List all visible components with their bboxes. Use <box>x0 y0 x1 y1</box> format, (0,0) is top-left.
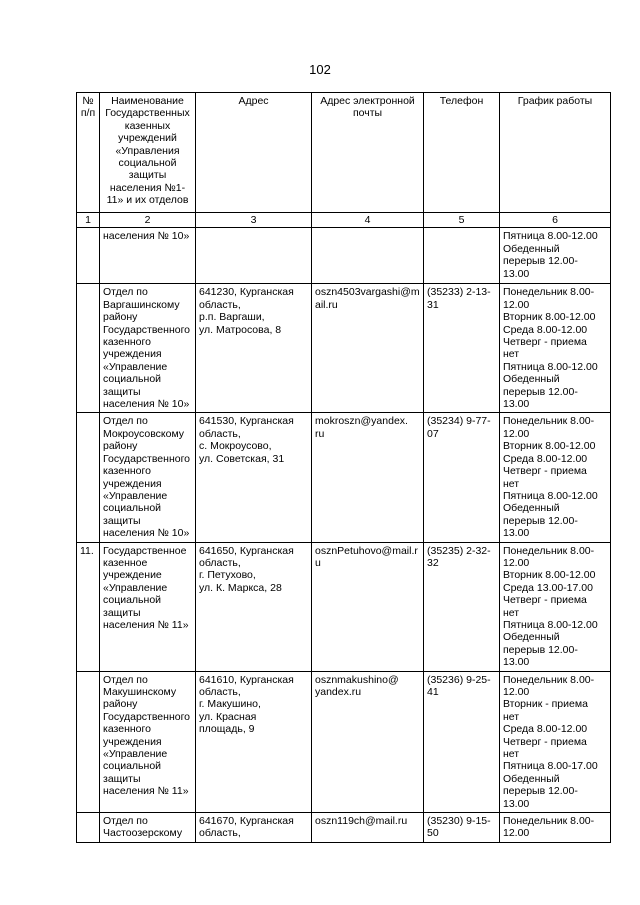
institution-address: 641230, Курганская область, р.п. Варгаши, ул. Матросова, 8 <box>196 284 312 413</box>
work-schedule: Понедельник 8.00- 12.00 Вторник 8.00-12.00 Среда 8.00-12.00 Четверг - приема нет Пятница 8.00-12.00 Обеденный перерыв 12.00- 13.00 <box>500 413 611 542</box>
page-number: 102 <box>309 62 331 77</box>
institution-phone <box>424 228 500 284</box>
column-number: 4 <box>312 213 424 228</box>
institution-phone: (35235) 2-32- 32 <box>424 542 500 671</box>
institution-name: Отдел по Мокроусовскому району Государственного казенного учреждения «Управление социальной защиты населения № 10» <box>100 413 196 542</box>
institution-name: Отдел по Макушинскому району Государственного казенного учреждения «Управление социальной защиты населения № 11» <box>100 671 196 812</box>
row-number <box>77 671 100 812</box>
institution-name: Государственное казенное учреждение «Управление социальной защиты населения № 11» <box>100 542 196 671</box>
work-schedule: Понедельник 8.00- 12.00 <box>500 813 611 843</box>
work-schedule: Пятница 8.00-12.00 Обеденный перерыв 12.00- 13.00 <box>500 228 611 284</box>
table-row <box>77 542 611 671</box>
table-row <box>77 813 611 843</box>
column-number: 5 <box>424 213 500 228</box>
work-schedule: Понедельник 8.00- 12.00 Вторник 8.00-12.00 Среда 8.00-12.00 Четверг - приема нет Пятница 8.00-12.00 Обеденный перерыв 12.00- 13.00 <box>500 284 611 413</box>
header-schedule: График работы <box>500 93 611 213</box>
institution-phone: (35236) 9-25- 41 <box>424 671 500 812</box>
institution-email: oszn119ch@mail.ru <box>312 813 424 843</box>
institution-name: населения № 10» <box>100 228 196 284</box>
table-row <box>77 228 611 284</box>
row-number <box>77 813 100 843</box>
institution-address: 641670, Курганская область, <box>196 813 312 843</box>
column-numbers-row <box>77 213 611 228</box>
institution-name: Отдел по Частоозерскому <box>100 813 196 843</box>
institution-email: oszn4503vargashi@m ail.ru <box>312 284 424 413</box>
column-number: 3 <box>196 213 312 228</box>
row-number: 11. <box>77 542 100 671</box>
table-row <box>77 671 611 812</box>
header-email: Адрес электронной почты <box>312 93 424 213</box>
column-number: 1 <box>77 213 100 228</box>
column-number: 6 <box>500 213 611 228</box>
column-number: 2 <box>100 213 196 228</box>
institution-phone: (35230) 9-15- 50 <box>424 813 500 843</box>
institution-name: Отдел по Варгашинскому району Государственного казенного учреждения «Управление социальной защиты населения № 10» <box>100 284 196 413</box>
table-row <box>77 413 611 542</box>
row-number <box>77 284 100 413</box>
work-schedule: Понедельник 8.00- 12.00 Вторник 8.00-12.00 Среда 13.00-17.00 Четверг - приема нет Пятница 8.00-12.00 Обеденный перерыв 12.00- 13.00 <box>500 542 611 671</box>
header-row <box>77 93 611 213</box>
institution-phone: (35234) 9-77- 07 <box>424 413 500 542</box>
row-number <box>77 228 100 284</box>
table-row <box>77 284 611 413</box>
institution-address: 641650, Курганская область, г. Петухово, ул. К. Маркса, 28 <box>196 542 312 671</box>
institution-email <box>312 228 424 284</box>
institution-address: 641610, Курганская область, г. Макушино, ул. Красная площадь, 9 <box>196 671 312 812</box>
institution-email: osznPetuhovo@mail.r u <box>312 542 424 671</box>
row-number <box>77 413 100 542</box>
institution-phone: (35233) 2-13- 31 <box>424 284 500 413</box>
institution-email: mokroszn@yandex. ru <box>312 413 424 542</box>
institutions-table <box>76 92 611 843</box>
header-phone: Телефон <box>424 93 500 213</box>
work-schedule: Понедельник 8.00- 12.00 Вторник - приема нет Среда 8.00-12.00 Четверг - приема нет Пятница 8.00-17.00 Обеденный перерыв 12.00- 13.00 <box>500 671 611 812</box>
header-name: Наименование Государственных казенных учреждений «Управления социальной защиты населения №1- 11» и их отделов <box>100 93 196 213</box>
header-address: Адрес <box>196 93 312 213</box>
institution-email: osznmakushino@ yandex.ru <box>312 671 424 812</box>
header-number: № п/п <box>77 93 100 213</box>
institution-address: 641530, Курганская область, с. Мокроусово, ул. Советская, 31 <box>196 413 312 542</box>
institution-address <box>196 228 312 284</box>
